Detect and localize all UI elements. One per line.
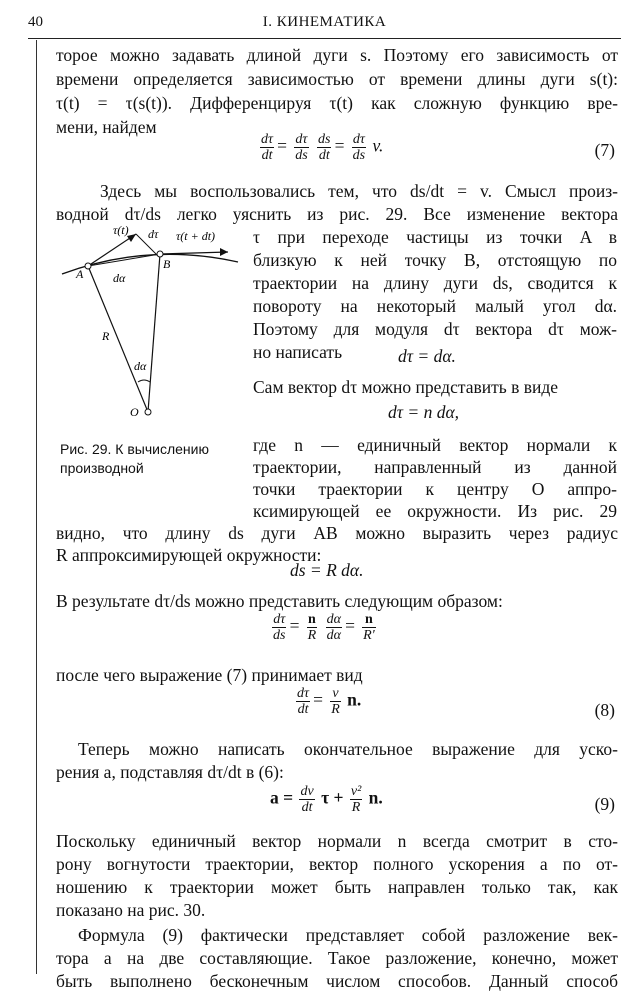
text-line: где n — единичный вектор нормали к bbox=[253, 435, 617, 455]
figure-29-diagram bbox=[58, 222, 248, 432]
text-line: В результате dτ/ds можно представить следующим образом: bbox=[56, 591, 503, 611]
text-line: ношению к траектории может быть направлен только так, как bbox=[56, 877, 618, 897]
figure-caption-line: Рис. 29. К вычислению bbox=[60, 441, 209, 457]
text-line: Теперь можно написать окончательное выражение для уско- bbox=[78, 739, 618, 759]
text-line: быть выполнено бесконечным числом способов. Данный способ bbox=[56, 971, 618, 991]
text-line: точки траектории к центру O аппро- bbox=[253, 479, 617, 499]
label-a: A bbox=[76, 267, 84, 281]
point-o bbox=[145, 409, 151, 415]
label-b: B bbox=[163, 257, 171, 271]
equation-9: a = $\frac{dv}{dt}$ τ + $\frac{\text{v²}}{R}$ n. bbox=[270, 784, 383, 815]
text-line: рения a, подставляя dτ/dt в (6): bbox=[56, 762, 284, 782]
label-o: O bbox=[130, 405, 139, 419]
text-line: тора a на две составляющие. Такое разложение, конечно, может bbox=[56, 948, 618, 968]
text-line: видно, что длину ds дуги AB можно выразить через радиус bbox=[56, 523, 618, 543]
equation-8: $\frac{d\tau}{dt}$ = $\frac{v}{R}$ n. bbox=[297, 686, 362, 717]
text-line: ксимирующей ее окружности. Из рис. 29 bbox=[253, 501, 617, 521]
equation-dtau: dτ = dα. bbox=[398, 346, 456, 366]
figure-caption-line: производной bbox=[60, 460, 144, 476]
margin-rule bbox=[36, 40, 37, 974]
label-tau-t: τ(t) bbox=[113, 223, 129, 237]
text-line: после чего выражение (7) принимает вид bbox=[56, 665, 363, 685]
tangent-vector-a bbox=[88, 234, 136, 266]
radius-line-b bbox=[148, 254, 160, 412]
text-line: τ(t) = τ(s(t)). Дифференцируя τ(t) как сложную функцию вре- bbox=[56, 93, 618, 113]
equation-number: (9) bbox=[594, 794, 615, 814]
text-line: Поэтому для модуля dτ вектора dτ мож- bbox=[253, 319, 617, 339]
chord-ab bbox=[88, 254, 160, 266]
equation-ds: ds = R dα. bbox=[290, 560, 364, 580]
label-dtau: dτ bbox=[148, 227, 159, 241]
text-line: времени определяется зависимостью от времени длины дуги s(t): bbox=[56, 69, 618, 89]
running-title: I. КИНЕМАТИКА bbox=[262, 14, 387, 30]
equation-dtau-ds: $\frac{d\tau}{ds}$ = $\frac{n}{R}$ $\frac{d\alpha}{d\alpha}$ = $\frac{n}{R'}$ bbox=[273, 612, 375, 643]
page-number: 40 bbox=[28, 14, 43, 30]
text-line: торое можно задавать длиной дуги s. Поэтому его зависимость от bbox=[56, 45, 618, 65]
text-line: показано на рис. 30. bbox=[56, 900, 206, 920]
text-line: рону вогнутости траектории, вектор полного ускорения a по от- bbox=[56, 854, 618, 874]
text-line: близкую к ней точку B, отстоящую по bbox=[253, 250, 617, 270]
arrowhead bbox=[220, 248, 228, 256]
text-line: Формула (9) фактически представляет собой разложение век- bbox=[78, 925, 618, 945]
point-a bbox=[85, 263, 91, 269]
page-header bbox=[28, 8, 621, 39]
equation-number: (7) bbox=[594, 140, 615, 160]
text-line: Поскольку единичный вектор нормали n всегда смотрит в сто- bbox=[56, 831, 618, 851]
text-line: водной dτ/ds легко уяснить из рис. 29. Все изменение вектора bbox=[56, 204, 618, 224]
text-line: мени, найдем bbox=[56, 117, 157, 137]
equation-dtau-vector: dτ = n dα, bbox=[388, 402, 460, 422]
text-line: Сам вектор dτ можно представить в виде bbox=[253, 377, 559, 397]
label-r: R bbox=[102, 329, 110, 343]
label-da-top: dα bbox=[113, 271, 126, 285]
equation-number: (8) bbox=[594, 700, 615, 720]
tangent-vector-b bbox=[160, 252, 228, 254]
label-tau-tdt: τ(t + dt) bbox=[176, 229, 216, 243]
angle-arc bbox=[138, 380, 150, 382]
radius-line-a bbox=[88, 266, 148, 412]
text-line: траектории, направленный из данной bbox=[253, 457, 617, 477]
text-line: τ при переходе частицы из точки A в bbox=[253, 227, 617, 247]
text-line: но написать bbox=[253, 342, 343, 362]
text-line: Здесь мы воспользовались тем, что ds/dt = v. Смысл произ- bbox=[100, 181, 618, 201]
text-line: траектории на длину дуги ds, сводится к bbox=[253, 273, 617, 293]
equation-7: $\frac{d\tau}{dt}$ = $\frac{d\tau}{ds}$ $\frac{ds}{dt}$ = $\frac{d\tau}{ds}$ v. bbox=[261, 132, 384, 163]
text-line: повороту на некоторый малый угол dα. bbox=[253, 296, 617, 316]
text-line: R аппроксимирующей окружности: bbox=[56, 545, 322, 565]
label-da-bottom: dα bbox=[134, 359, 147, 373]
